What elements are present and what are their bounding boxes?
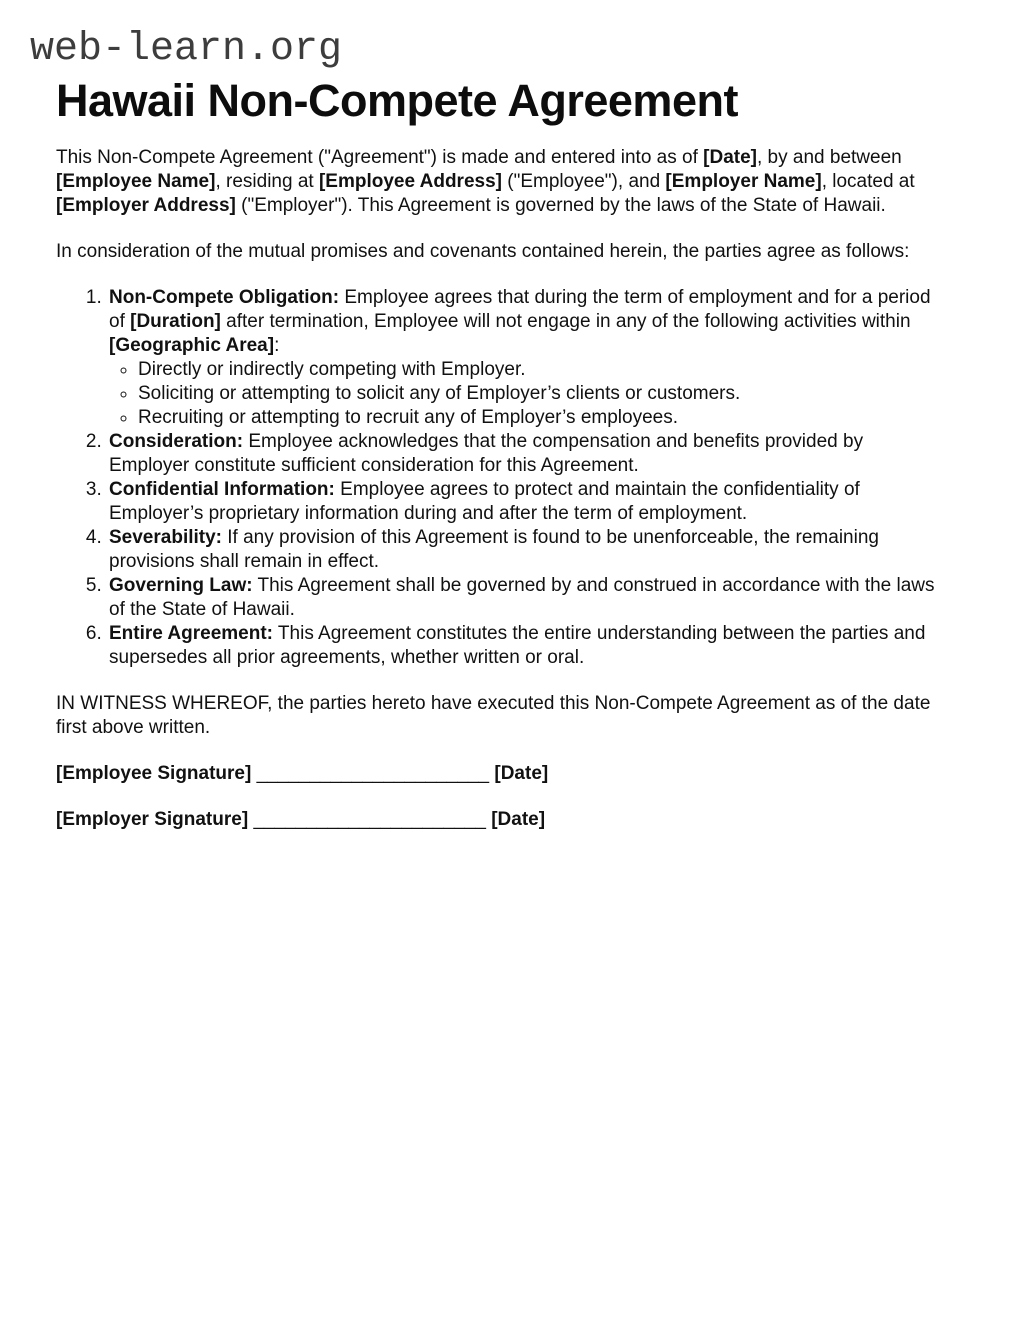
employee-signature-line: ______________________ bbox=[256, 763, 490, 785]
employee-signature-label: [Employee Signature] bbox=[56, 763, 252, 785]
document-body bbox=[56, 146, 941, 832]
sub-bullet-soliciting: ◦ Soliciting or attempting to solicit any of Employer’s clients or customers. bbox=[138, 382, 941, 406]
clause-item-governing-law: 5. Governing Law: This Agreement shall be governed by and construed in accordance with the laws of the State of Hawaii. bbox=[107, 574, 941, 622]
clause-item-severability: 4. Severability: If any provision of this Agreement is found to be unenforceable, the remaining provisions shall remain in effect. bbox=[107, 526, 941, 574]
employer-signature-date-label: [Date] bbox=[491, 809, 546, 831]
sub-bullet-competing: ◦ Directly or indirectly competing with Employer. bbox=[138, 358, 941, 382]
consideration-paragraph: In consideration of the mutual promises and covenants contained herein, the parties agree as follows: bbox=[56, 241, 910, 263]
employer-signature-line: ______________________ bbox=[253, 809, 486, 831]
clause-item-consideration: 2. Consideration: Employee acknowledges that the compensation and benefits provided by Employer constitute sufficient consideration for this Agreement. bbox=[107, 430, 941, 478]
employer-signature-label: [Employer Signature] bbox=[56, 809, 249, 831]
clause-list bbox=[56, 286, 941, 670]
clause-item-confidential-information: 3. Confidential Information: Employee agrees to protect and maintain the confidentiality of Employer’s proprietary information during and after the term of employment. bbox=[107, 478, 941, 526]
site-logo: web-learn.org bbox=[30, 27, 343, 72]
clause-item-noncompete bbox=[107, 286, 941, 430]
employee-signature-date-label: [Date] bbox=[494, 763, 549, 785]
page-title: Hawaii Non-Compete Agreement bbox=[56, 75, 738, 126]
clause-item-entire-agreement: 6. Entire Agreement: This Agreement constitutes the entire understanding between the parties and supersedes all prior agreements, whether written or oral. bbox=[107, 622, 941, 670]
noncompete-sub-list bbox=[109, 358, 941, 430]
witness-paragraph: IN WITNESS WHEREOF, the parties hereto have executed this Non-Compete Agreement as of the date first above written. bbox=[56, 693, 931, 739]
clause-text: Non-Compete Obligation: Employee agrees that during the term of employment and for a period of [Duration] after termination, Employee will not engage in any of the following activities within [Geographic Area]: bbox=[109, 287, 931, 357]
sub-bullet-recruiting: ◦ Recruiting or attempting to recruit any of Employer’s employees. bbox=[138, 406, 941, 430]
employee-signature-row bbox=[56, 762, 941, 786]
intro-paragraph: This Non-Compete Agreement ("Agreement") is made and entered into as of [Date], by and between [Employee Name], residing at [Employee Address] ("Employee"), and [Employer Name], located at [Employer Address] ("Employer"). This Agreement is governed by the laws of the State of Hawaii. bbox=[56, 147, 915, 217]
employer-signature-row bbox=[56, 808, 941, 832]
